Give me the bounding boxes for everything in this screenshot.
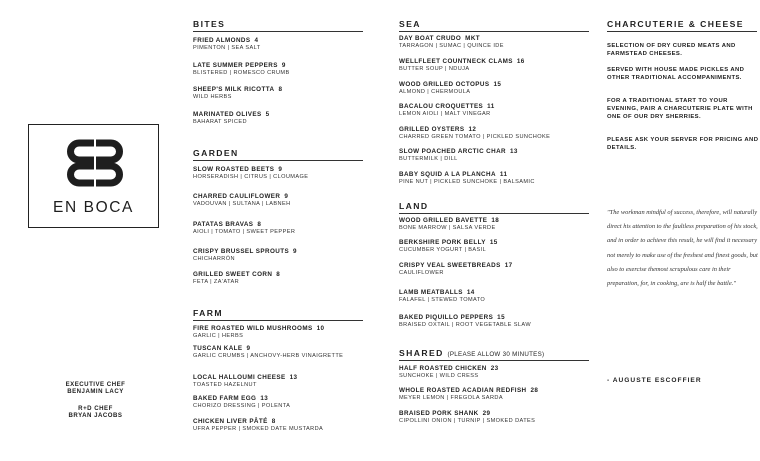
charcuterie-paragraph: SERVED WITH HOUSE MADE PICKLES AND OTHER TRADITIONAL ACCOMPANIMENTS. [607, 67, 745, 82]
menu-item [399, 365, 589, 379]
item-name: CHICKEN LIVER PÂTÉ [193, 418, 268, 425]
logo [28, 124, 159, 228]
item-name: DAY BOAT CRUDO [399, 35, 462, 42]
item-description: BAHARAT SPICED [193, 119, 247, 125]
menu-item [193, 374, 363, 388]
menu-item [399, 289, 589, 303]
item-description: TOASTED HAZELNUT [193, 382, 257, 388]
item-description: BUTTER SOUP | NDUJA [399, 66, 470, 72]
item-price: 8 [271, 418, 276, 425]
item-description: LEMON AIOLI | MALT VINEGAR [399, 111, 491, 117]
item-price: 15 [497, 314, 505, 321]
menu-item [193, 111, 363, 125]
menu-item [399, 81, 589, 95]
section-heading-land: LAND [399, 201, 589, 214]
item-price: MKT [465, 35, 481, 42]
item-name: GRILLED SWEET CORN [193, 271, 273, 278]
shared-note: (PLEASE ALLOW 30 MINUTES) [447, 351, 545, 358]
item-price: 15 [493, 81, 502, 88]
item-name: SLOW POACHED ARCTIC CHAR [399, 148, 506, 155]
menu-item [399, 58, 589, 72]
menu-item [399, 171, 589, 185]
item-name: GRILLED OYSTERS [399, 126, 465, 133]
brand-name: EN BOCA [53, 199, 134, 216]
menu-item [399, 126, 589, 140]
item-name: BAKED PIQUILLO PEPPERS [399, 314, 494, 321]
menu-item [399, 103, 589, 117]
item-description: CHARRED GREEN TOMATO | PICKLED SUNCHOKE [399, 134, 551, 140]
section-heading-bites: BITES [193, 19, 363, 32]
item-name: WELLFLEET COUNTNECK CLAMS [399, 58, 513, 65]
item-description: BONE MARROW | SALSA VERDE [399, 225, 496, 231]
item-price: 10 [316, 325, 325, 332]
menu-item [399, 148, 589, 162]
item-description: SUNCHOKE | WILD CRESS [399, 373, 479, 379]
item-name: HALF ROASTED CHICKEN [399, 365, 487, 372]
item-description: CHICHARRÓN [193, 256, 235, 262]
menu-item [399, 387, 589, 401]
item-description: PINE NUT | PICKLED SUNCHOKE | BALSAMIC [399, 179, 535, 185]
item-name: LOCAL HALLOUMI CHEESE [193, 374, 286, 381]
staff-name: BRYAN JACOBS [68, 412, 123, 420]
item-price: 23 [490, 365, 499, 372]
item-name: BRAISED PORK SHANK [399, 410, 479, 417]
rd-chef-credit [28, 405, 163, 420]
item-price: 29 [482, 410, 491, 417]
menu-item [193, 221, 363, 235]
item-price: 13 [260, 395, 269, 402]
item-name: BERKSHIRE PORK BELLY [399, 239, 486, 246]
item-name: WOOD GRILLED OCTOPUS [399, 81, 490, 88]
menu-item [193, 418, 363, 432]
menu-item [193, 62, 363, 76]
item-name: BABY SQUID A LA PLANCHA [399, 171, 496, 178]
item-name: CRISPY VEAL SWEETBREADS [399, 262, 501, 269]
item-price: 28 [530, 387, 539, 394]
item-price: 14 [466, 289, 475, 296]
item-name: TUSCAN KALE [193, 345, 243, 352]
item-name: LAMB MEATBALLS [399, 289, 463, 296]
item-name: WHOLE ROASTED ACADIAN REDFISH [399, 387, 527, 394]
item-name: WOOD GRILLED BAVETTE [399, 217, 488, 224]
item-name: SLOW ROASTED BEETS [193, 166, 275, 173]
item-price: 5 [265, 111, 270, 118]
item-price: 8 [257, 221, 262, 228]
en-boca-monogram-icon [67, 139, 123, 187]
menu-item [193, 166, 363, 180]
menu-item [193, 86, 363, 100]
item-name: BAKED FARM EGG [193, 395, 257, 402]
item-description: AIOLI | TOMATO | SWEET PEPPER [193, 229, 296, 235]
item-name: CHARRED CAULIFLOWER [193, 193, 281, 200]
item-description: CUCUMBER YOGURT | BASIL [399, 247, 487, 253]
item-description: CAULIFLOWER [399, 270, 444, 276]
item-name: CRISPY BRUSSEL SPROUTS [193, 248, 290, 255]
item-name: PATATAS BRAVAS [193, 221, 254, 228]
menu-item [399, 262, 589, 276]
item-price: 9 [284, 193, 289, 200]
item-name: SHEEP'S MILK RICOTTA [193, 86, 275, 93]
item-description: WILD HERBS [193, 94, 232, 100]
section-heading-sea: SEA [399, 19, 589, 32]
item-description: FALAFEL | STEWED TOMATO [399, 297, 486, 303]
menu-item [193, 248, 363, 262]
staff-role: R+D CHEF [78, 405, 113, 412]
item-description: PIMENTON | SEA SALT [193, 45, 261, 51]
item-price: 8 [278, 86, 283, 93]
item-description: BLISTERED | ROMESCO CRUMB [193, 70, 290, 76]
item-name: MARINATED OLIVES [193, 111, 262, 118]
item-name: BACALOU CROQUETTES [399, 103, 484, 110]
quote-author: - AUGUSTE ESCOFFIER [607, 377, 702, 384]
item-price: 9 [278, 166, 283, 173]
menu-item [193, 325, 363, 339]
escoffier-quote: "The workman mindful of success, therefore, will naturally direct his attention to the faultless preparation of his stock, and in order to achieve this result, he will find it necessary not merely to make use of the freshest and finest goods, but also to exercise themost scrupulous care in their preparation, for, in cooking, are is half the battle." [607, 209, 758, 288]
section-heading-farm: FARM [193, 308, 363, 321]
menu-item [399, 314, 589, 328]
item-description: ALMOND | CHERMOULA [399, 89, 471, 95]
item-description: GARLIC | HERBS [193, 333, 244, 339]
item-description: CHORIZO DRESSING | POLENTA [193, 403, 291, 409]
menu-item [193, 37, 363, 51]
item-price: 9 [281, 62, 286, 69]
item-price: 9 [293, 248, 297, 255]
charcuterie-paragraph: SELECTION OF DRY CURED MEATS AND FARMSTEAD CHEESES. [607, 43, 736, 58]
staff-name: BENJAMIN LACY [67, 388, 124, 396]
item-price: 15 [489, 239, 498, 246]
staff-role: EXECUTIVE CHEF [65, 381, 126, 388]
menu-item [399, 217, 589, 231]
item-description: CIPOLLINI ONION | TURNIP | SMOKED DATES [399, 418, 536, 424]
item-name: FRIED ALMONDS [193, 37, 251, 44]
item-description: BRAISED OXTAIL | ROOT VEGETABLE SLAW [399, 322, 532, 328]
charcuterie-paragraph: PLEASE ASK YOUR SERVER FOR PRICING AND DETAILS. [607, 137, 759, 152]
section-heading-garden: GARDEN [193, 148, 363, 161]
item-price: 4 [254, 37, 259, 44]
item-name: LATE SUMMER PEPPERS [193, 62, 278, 69]
menu-item [193, 345, 363, 359]
executive-chef-credit [28, 381, 163, 396]
menu-item [193, 193, 363, 207]
item-price: 12 [468, 126, 477, 133]
item-price: 13 [509, 148, 518, 155]
item-price: 9 [246, 345, 251, 352]
item-description: UFRA PEPPER | SMOKED DATE MUSTARDA [193, 426, 324, 432]
item-price: 18 [491, 217, 500, 224]
item-price: 11 [499, 171, 508, 178]
item-description: VADOUVAN | SULTANA | LABNEH [193, 201, 291, 207]
shared-title: SHARED [399, 348, 444, 358]
charcuterie-paragraph: FOR A TRADITIONAL START TO YOUR EVENING, PAIR A CHARCUTERIE PLATE WITH ONE OF OUR DRY SHERRIES. [607, 98, 753, 121]
menu-item [399, 35, 589, 49]
item-description: FETA | ZA'ATAR [193, 279, 240, 285]
section-heading-shared [399, 348, 589, 361]
menu-item [399, 239, 589, 253]
section-heading-charcuterie: CHARCUTERIE & CHEESE [607, 19, 757, 32]
item-price: 17 [504, 262, 513, 269]
item-price: 11 [487, 103, 495, 110]
item-price: 8 [276, 271, 281, 278]
item-name: FIRE ROASTED WILD MUSHROOMS [193, 325, 313, 332]
menu-item [193, 271, 363, 285]
item-description: HORSERADISH | CITRUS | CLOUMAGE [193, 174, 309, 180]
item-description: TARRAGON | SUMAC | QUINCE IDE [399, 43, 504, 49]
item-description: GARLIC CRUMBS | ANCHOVY-HERB VINAIGRETTE [193, 353, 344, 359]
menu-item [193, 395, 363, 409]
item-description: BUTTERMILK | DILL [399, 156, 458, 162]
menu-item [399, 410, 589, 424]
item-description: MEYER LEMON | FREGOLA SARDA [399, 395, 503, 401]
item-price: 13 [289, 374, 298, 381]
item-price: 16 [516, 58, 525, 65]
